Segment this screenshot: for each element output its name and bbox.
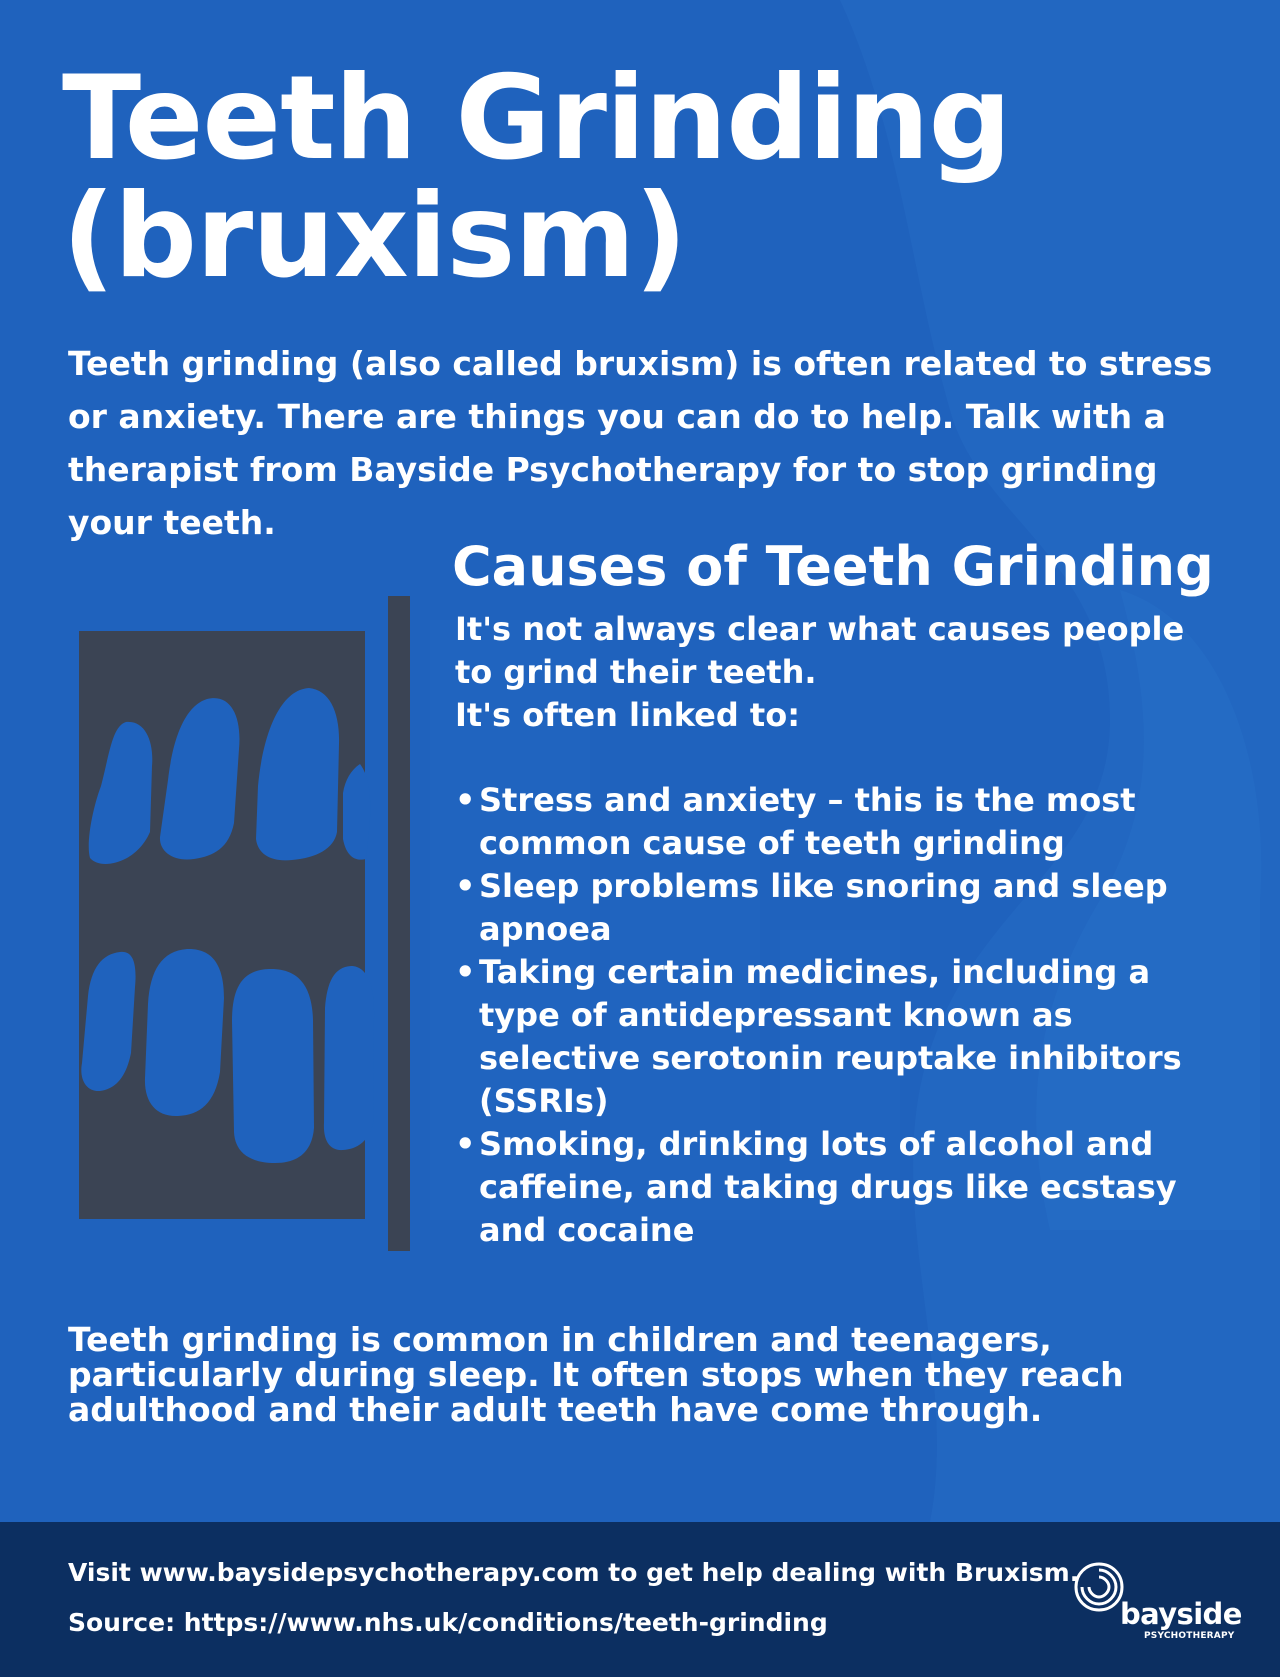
cause-text: Stress and anxiety – this is the most common cause of teeth grinding xyxy=(479,781,1136,862)
cause-item-medicines xyxy=(455,951,1215,1123)
bullet-icon: • xyxy=(455,781,476,819)
causes-intro xyxy=(455,608,1215,737)
logo-subtitle: PSYCHOTHERAPY xyxy=(1144,1631,1235,1641)
cause-text: Taking certain medicines, including a type of antidepressant known as selective serotonin reuptake inhibitors (SSRIs) xyxy=(479,953,1182,1120)
logo-mark-icon xyxy=(1072,1560,1126,1614)
cause-item-sleep xyxy=(455,865,1215,951)
bullet-icon: • xyxy=(455,867,476,905)
bayside-logo xyxy=(1072,1560,1242,1646)
intro-paragraph: Teeth grinding (also called bruxism) is often related to stress or anxiety. There are things you can do to help. Talk with a therapist from Bayside Psychotherapy for to stop grinding your teeth. xyxy=(68,344,1213,542)
teeth-grinding-icon xyxy=(64,596,414,1251)
page-title xyxy=(62,51,1182,304)
closing-paragraph: Teeth grinding is common in children and teenagers, particularly during sleep. It often stops when they reach adulthood and their adult teeth have come through. xyxy=(68,1320,1124,1429)
causes-intro-line-2: to grind their teeth. xyxy=(455,653,817,691)
bullet-icon: • xyxy=(455,953,476,991)
footer xyxy=(0,1522,1280,1677)
causes-intro-line-3: It's often linked to: xyxy=(455,696,800,734)
causes-intro-line-1: It's not always clear what causes people xyxy=(455,610,1185,648)
cause-text: Smoking, drinking lots of alcohol and caffeine, and taking drugs like ecstasy and cocaine xyxy=(479,1125,1177,1249)
cause-item-stress xyxy=(455,779,1215,865)
title-line-1: Teeth Grinding xyxy=(62,51,1011,186)
illustration-divider-bar xyxy=(388,596,410,1251)
lower-tooth-mid-right xyxy=(232,969,314,1163)
lower-tooth-mid-left xyxy=(145,949,224,1116)
bullet-icon: • xyxy=(455,1125,476,1163)
source-text: Source: https://www.nhs.uk/conditions/teeth-grinding xyxy=(68,1608,828,1637)
causes-heading: Causes of Teeth Grinding xyxy=(452,535,1214,598)
logo-name: bayside xyxy=(1120,1597,1242,1631)
title-line-2: (bruxism) xyxy=(62,169,687,304)
visit-link-text: Visit www.baysidepsychotherapy.com to get help dealing with Bruxism. xyxy=(68,1558,1080,1587)
lower-tooth-right xyxy=(324,966,374,1150)
cause-item-substances xyxy=(455,1123,1215,1252)
cause-text: Sleep problems like snoring and sleep apnoea xyxy=(479,867,1168,948)
causes-list xyxy=(455,779,1215,1252)
